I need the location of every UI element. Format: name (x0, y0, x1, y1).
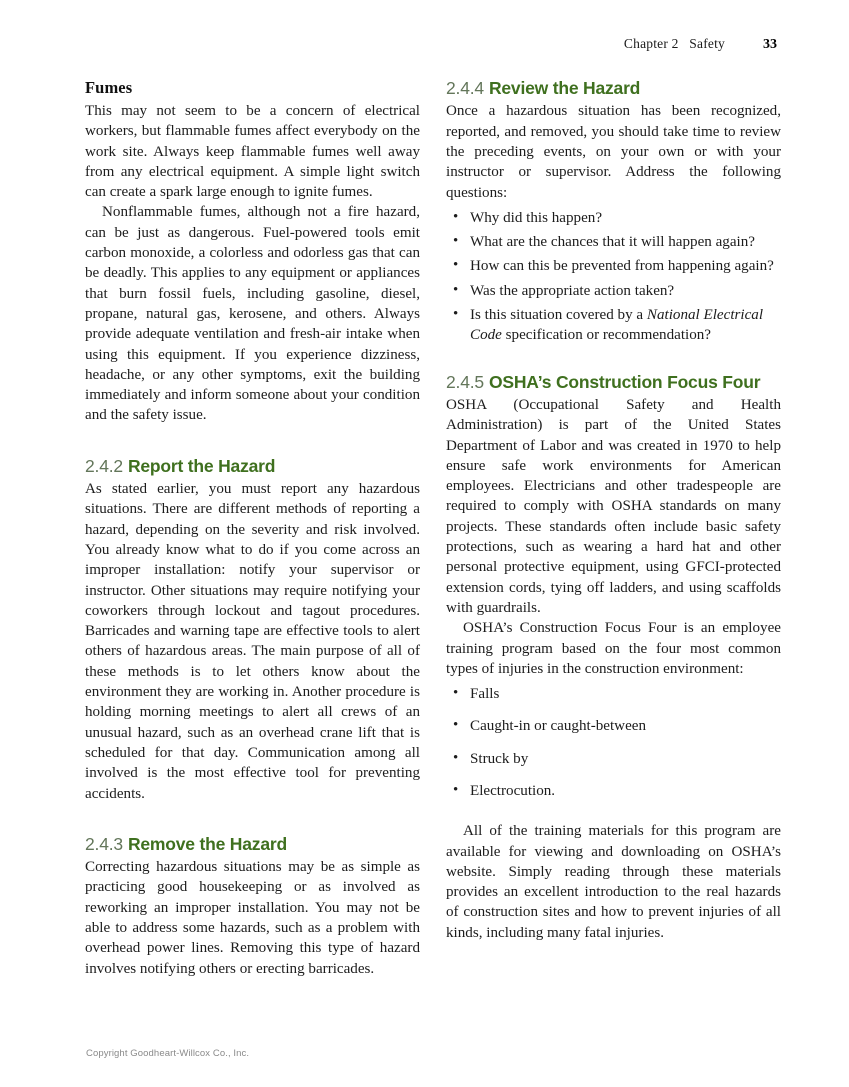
section-number-2-4-4: 2.4.4 (446, 78, 484, 98)
heading-section-2-4-4 (446, 78, 781, 99)
spacer (446, 350, 781, 372)
list-item: • What are the chances that it will happen again? (446, 232, 781, 252)
paragraph-section-2-4-5-1: OSHA (Occupational Safety and Health Administration) is part of the United States Department of Labor and was created in 1970 to help ensure safe work environments for American employees. Electricians and other tradespeople are required to comply with OSHA standards on many projects. These standards often include basic safety protections, such as wearing a hard hat and other personal protective equipment, using GFCI-protected extension cords, tying off ladders, and using scaffolds with guardrails. (446, 396, 781, 616)
list-item: • Is this situation covered by a National Electrical Code specification or recommendation? (446, 305, 781, 346)
heading-section-2-4-2 (85, 456, 420, 477)
list-item: • Falls (446, 684, 781, 704)
list-item: • Electrocution. (446, 781, 781, 801)
italic-title: National Electrical Code (470, 307, 764, 344)
list-item: • Was the appropriate action taken? (446, 281, 781, 301)
spacer (446, 813, 781, 821)
list-item: • How can this be prevented from happening again? (446, 256, 781, 276)
list-item: • Why did this happen? (446, 208, 781, 228)
heading-section-2-4-5 (446, 372, 781, 393)
list-item: • Struck by (446, 749, 781, 769)
spacer (85, 804, 420, 834)
section-title-2-4-5: OSHA’s Construction Focus Four (488, 371, 761, 392)
running-head (85, 36, 777, 53)
heading-section-2-4-3 (85, 834, 420, 855)
two-column-body (85, 78, 781, 1013)
section-title-2-4-3: Remove the Hazard (127, 833, 287, 854)
paragraph-section-2-4-2: As stated earlier, you must report any hazardous situations. There are different methods of reporting a hazard, depending on the severity and risk involved. You already know what to do if you come across an improper installation: notify your supervisor or instructor. Other situations may require notifying your coworkers through lockout and tagout procedures. Barricades and warning tape are effective tools to alert others of hazardous areas. The main purpose of all of these methods is to let others know about the environment they are working in. Another procedure is holding morning meetings to alert all crews of an unusual hazard, such as an overhead crane lift that is scheduled for that day. Communication among all involved is the most effective tool for preventing accidents. (85, 481, 420, 802)
paragraph-section-2-4-4: Once a hazardous situation has been recognized, reported, and removed, you should take time to review the preceding events, on your own or with your instructor or supervisor. Address the following questions: (446, 103, 781, 201)
heading-fumes: Fumes (85, 78, 133, 97)
section-number-2-4-3: 2.4.3 (85, 833, 123, 854)
section-number-2-4-2: 2.4.2 (85, 455, 123, 476)
review-questions-list (446, 208, 781, 346)
section-number-2-4-5: 2.4.5 (446, 371, 484, 392)
paragraph-fumes-1: This may not seem to be a concern of electrical workers, but flammable fumes affect everybody on the work site. Always keep flammable fumes well away from any electrical equipment. A simple light switch can create a spark large enough to ignite fumes. (85, 103, 420, 201)
section-title-2-4-4: Review the Hazard (488, 78, 641, 98)
running-head-chapter-label: Chapter 2 Safety (623, 36, 725, 51)
right-column (446, 78, 781, 1013)
copyright-notice: Copyright Goodheart-Willcox Co., Inc. (86, 1048, 250, 1059)
spacer (85, 426, 420, 456)
paragraph-section-2-4-5-2: OSHA’s Construction Focus Four is an employee training program based on the four most common types of injuries in the construction environment: (446, 620, 781, 677)
paragraph-section-2-4-5-3: All of the training materials for this program are available for viewing and downloading on OSHA’s website. Simply reading through these materials provides an excellent introduction to the real hazards of construction sites and how to prevent injuries of all kinds, including many fatal injuries. (446, 823, 781, 941)
focus-four-list (446, 684, 781, 801)
section-title-2-4-2: Report the Hazard (127, 455, 276, 476)
page-number: 33 (763, 37, 777, 52)
list-item: • Caught-in or caught-between (446, 716, 781, 736)
left-column (85, 78, 420, 1013)
paragraph-fumes-2: Nonflammable fumes, although not a fire hazard, can be just as dangerous. Fuel-powered tools emit carbon monoxide, a colorless and odorless gas that can be deadly. This applies to any equipment or appliances that burn fossil fuels, including gasoline, diesel, propane, natural gas, kerosene, and others. Always provide adequate ventilation and fresh-air intake when using this equipment. If you experience dizziness, headache, or any other symptoms, exit the building immediately and inform someone about your condition and the safety issue. (85, 204, 420, 424)
paragraph-section-2-4-3: Correcting hazardous situations may be as simple as practicing good housekeeping or as involved as reworking an improper installation. You may not be able to address some hazards, such as a problem with overhead power lines. Removing this type of hazard involves notifying others or erecting barricades. (85, 859, 420, 977)
